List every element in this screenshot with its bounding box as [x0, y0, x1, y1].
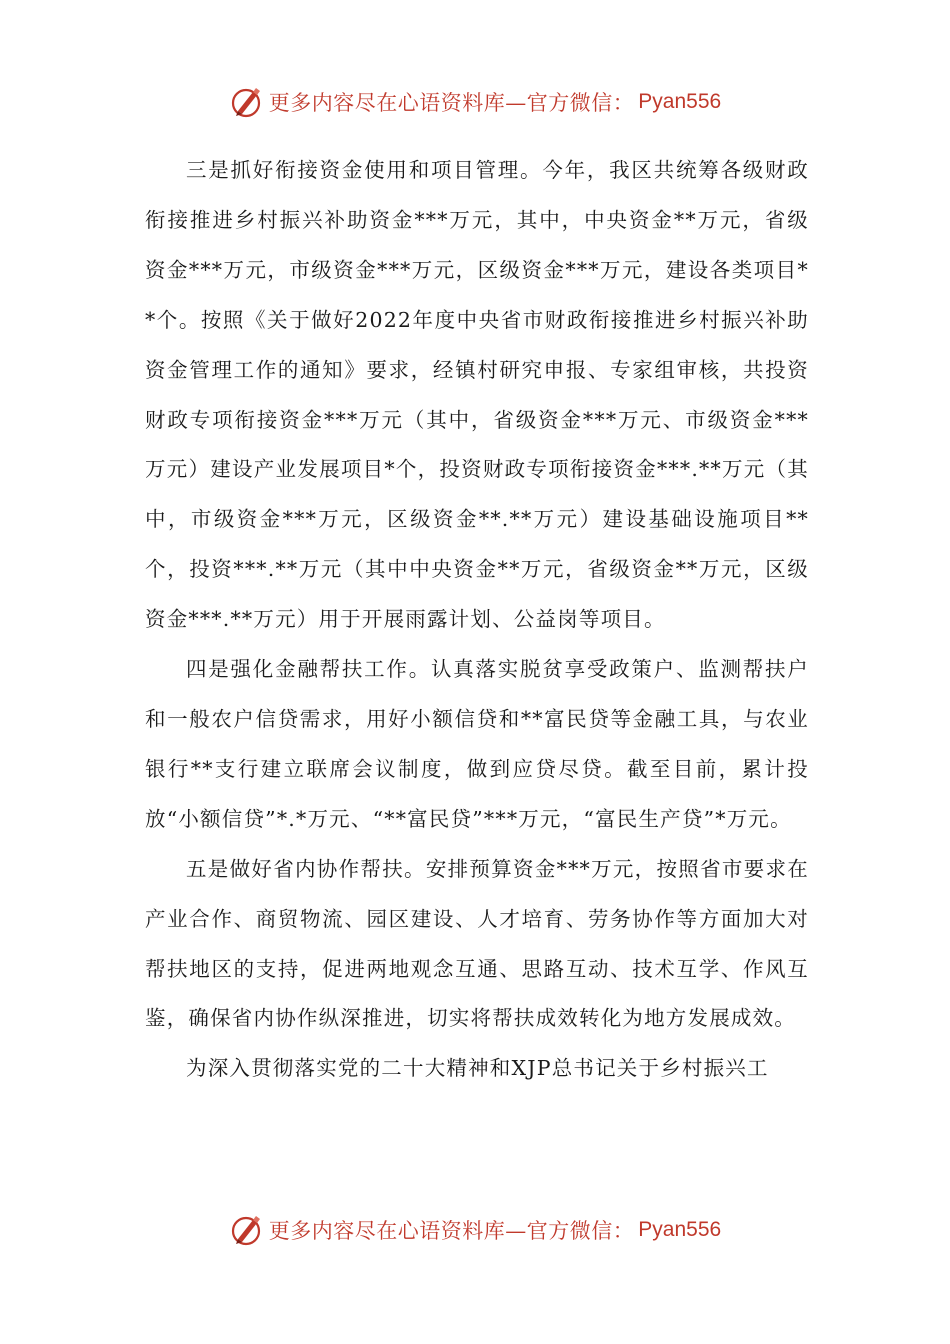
footer-banner [0, 1208, 950, 1252]
paragraph-provincial-cooperation: 五是做好省内协作帮扶。安排预算资金***万元，按照省市要求在产业合作、商贸物流、园区建设、人才培育、劳务协作等方面加大对帮扶地区的支持，促进两地观念互通、思路互动、技术互学、作风互鉴，确保省内协作纵深推进，切实将帮扶成效转化为地方发展成效。 [145, 856, 809, 1031]
paragraph-continuation: 为深入贯彻落实党的二十大精神和XJP总书记关于乡村振兴工 [186, 1056, 769, 1081]
paragraph-funds-management: 三是抓好衔接资金使用和项目管理。今年，我区共统筹各级财政衔接推进乡村振兴补助资金***万元，其中，中央资金**万元，省级资金***万元，市级资金***万元，区级资金***万元，建设各类项目**个。按照《关于做好2022年度中央省市财政衔接推进乡村振兴补助资金管理工作的通知》要求，经镇村研究申报、专家组审核，共投资财政专项衔接资金***万元（其中，省级资金***万元、市级资金***万元）建设产业发展项目*个，投资财政专项衔接资金***.**万元（其中，市级资金***万元，区级资金**.**万元）建设基础设施项目**个，投资***.**万元（其中中央资金**万元，省级资金**万元，区级资金***.**万元）用于开展雨露计划、公益岗等项目。 [145, 158, 809, 632]
paragraph-financial-support: 四是强化金融帮扶工作。认真落实脱贫享受政策户、监测帮扶户和一般农户信贷需求，用好小额信贷和**富民贷等金融工具，与农业银行**支行建立联席会议制度，做到应贷尽贷。截至目前，累计投放“小额信贷”*.*万元、“**富民贷”***万元，“富民生产贷”*万元。 [145, 657, 809, 831]
document-body [145, 146, 809, 1094]
pen-circle-logo-icon [229, 1212, 265, 1248]
banner-brand-text: 更多内容尽在心语资料库—官方微信： [268, 91, 635, 115]
banner-wechat-id: Pyan556 [638, 1218, 722, 1241]
pen-circle-logo-icon [229, 84, 265, 120]
banner-wechat-id: Pyan556 [638, 90, 722, 113]
header-banner [0, 80, 950, 124]
banner-brand-text: 更多内容尽在心语资料库—官方微信： [268, 1219, 635, 1243]
